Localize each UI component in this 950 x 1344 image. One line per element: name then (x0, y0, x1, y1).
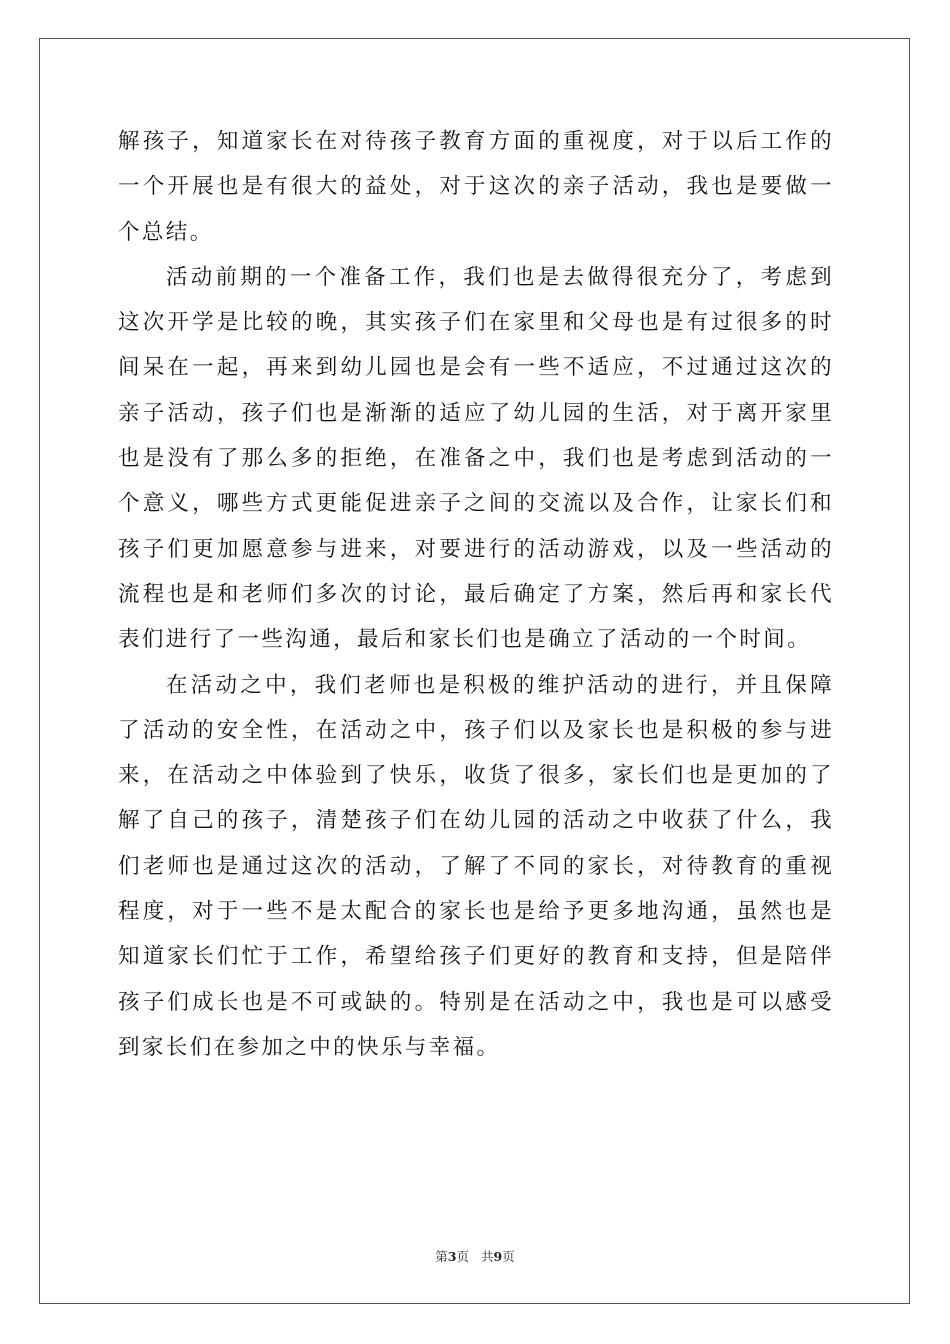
document-body (118, 119, 834, 1070)
paragraph-during-activity: 在活动之中，我们老师也是积极的维护活动的进行，并且保障了活动的安全性，在活动之中，孩子们以及家长也是积极的参与进来，在活动之中体验到了快乐，收货了很多，家长们也是更加的了解了自己的孩子，清楚孩子们在幼儿园的活动之中收获了什么，我们老师也是通过这次的活动，了解了不同的家长，对待教育的重视程度，对于一些不是太配合的家长也是给予更多地沟通，虽然也是知道家长们忙于工作，希望给孩子们更好的教育和支持，但是陪伴孩子们成长也是不可或缺的。特别是在活动之中，我也是可以感受到家长们在参加之中的快乐与幸福。 (118, 672, 834, 1060)
page-prefix: 第 (435, 1249, 448, 1264)
page-suffix: 页 (456, 1249, 469, 1264)
page-footer (0, 1247, 950, 1265)
total-prefix: 共 (481, 1249, 494, 1264)
total-suffix: 页 (502, 1249, 515, 1264)
page-number: 3 (447, 1249, 457, 1264)
paragraph-continuation: 解孩子，知道家长在对待孩子教育方面的重视度，对于以后工作的一个开展也是有很大的益处，对于这次的亲子活动，我也是要做一个总结。 (118, 129, 834, 245)
paragraph-preparation: 活动前期的一个准备工作，我们也是去做得很充分了，考虑到这次开学是比较的晚，其实孩子们在家里和父母也是有过很多的时间呆在一起，再来到幼儿园也是会有一些不适应，不过通过这次的亲子活动，孩子们也是渐渐的适应了幼儿园的生活，对于离开家里也是没有了那么多的拒绝，在准备之中，我们也是考虑到活动的一个意义，哪些方式更能促进亲子之间的交流以及合作，让家长们和孩子们更加愿意参与进来，对要进行的活动游戏，以及一些活动的流程也是和老师们多次的讨论，最后确定了方案，然后再和家长代表们进行了一些沟通，最后和家长们也是确立了活动的一个时间。 (118, 264, 834, 653)
total-pages: 9 (493, 1249, 503, 1264)
